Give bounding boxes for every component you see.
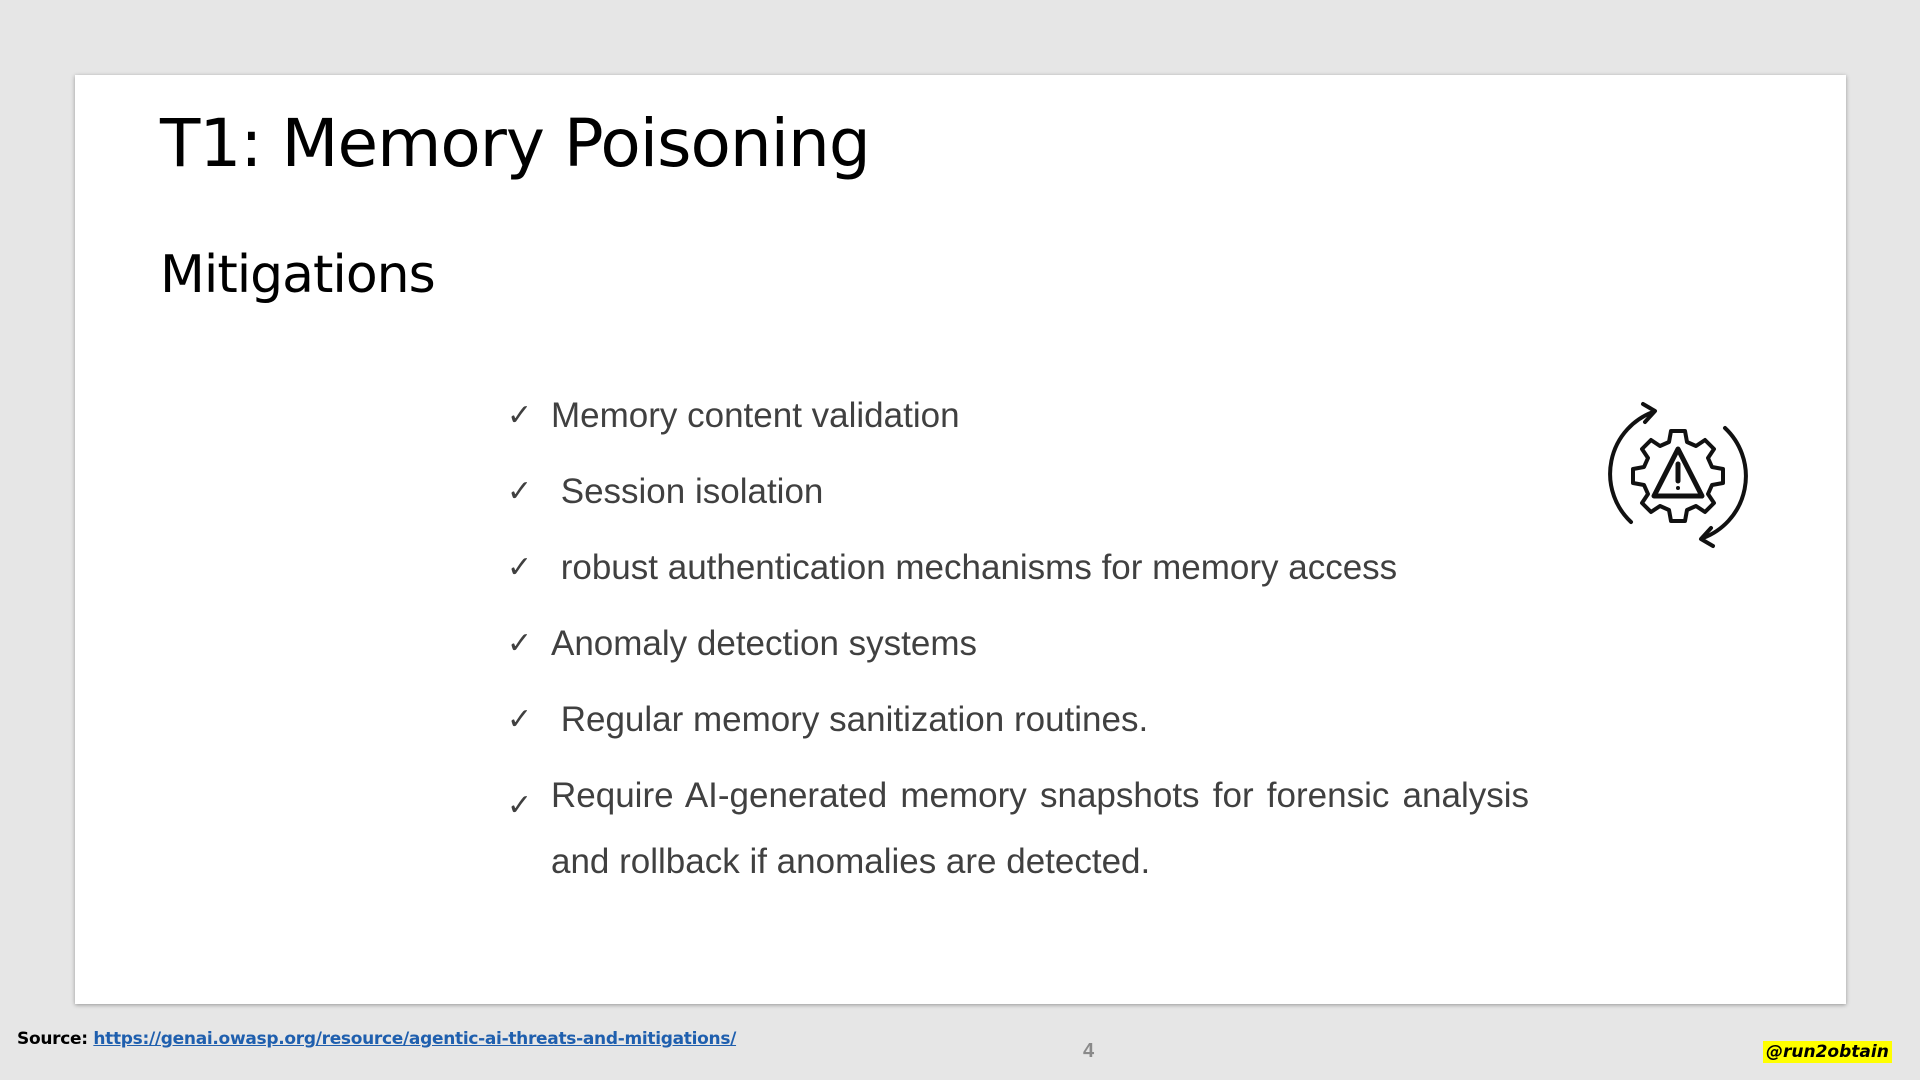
list-item-text: Session isolation: [551, 472, 824, 511]
checkmark-icon: ✓: [507, 474, 533, 509]
list-item: [507, 545, 1529, 591]
source-citation: [17, 1029, 736, 1049]
mitigation-list: [507, 393, 1529, 925]
list-item: [507, 393, 1529, 439]
checkmark-icon: ✓: [507, 702, 533, 737]
author-handle: @run2obtain: [1763, 1041, 1892, 1063]
checkmark-icon: ✓: [507, 550, 533, 585]
slide: [75, 75, 1846, 1004]
source-link[interactable]: https://genai.owasp.org/resource/agentic-ai-threats-and-mitigations/: [93, 1029, 737, 1049]
list-item: [507, 697, 1529, 743]
list-item: [507, 469, 1529, 515]
list-item-text: Regular memory sanitization routines.: [551, 700, 1149, 739]
slide-title: T1: Memory Poisoning: [160, 105, 870, 182]
source-label: Source:: [17, 1029, 88, 1049]
list-item: [507, 763, 1529, 895]
list-item: [507, 621, 1529, 667]
list-item-text: Anomaly detection systems: [551, 624, 978, 663]
checkmark-icon: ✓: [507, 626, 533, 661]
gear-warning-refresh-icon: [1603, 400, 1753, 550]
checkmark-icon: ✓: [507, 398, 533, 433]
slide-subtitle: Mitigations: [160, 245, 435, 305]
list-item-text: robust authentication mechanisms for memory access: [551, 548, 1398, 587]
page-number: 4: [1083, 1040, 1095, 1062]
list-item-text: Require AI-generated memory snapshots for forensic analysis and rollback if anomalies are detected.: [551, 776, 1529, 881]
checkmark-icon: ✓: [507, 788, 533, 823]
list-item-text: Memory content validation: [551, 396, 960, 435]
